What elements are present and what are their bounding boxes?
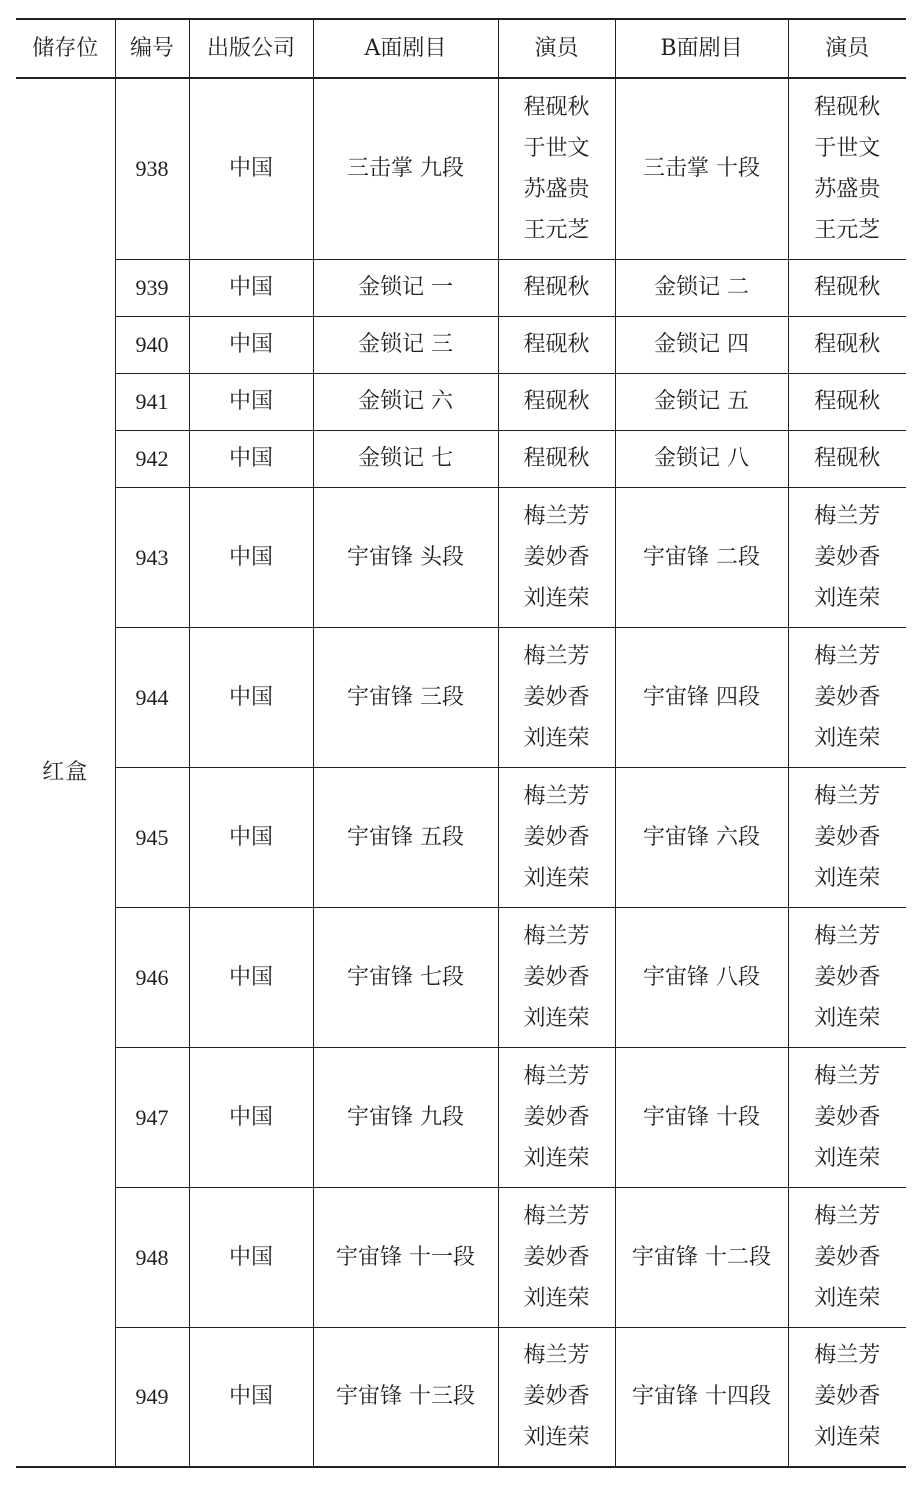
record-number-cell: 938 (115, 78, 189, 259)
table-header (16, 19, 906, 78)
table-row (16, 78, 906, 259)
side-a-actors-cell (498, 1327, 615, 1467)
side-b-actors-cell (788, 767, 906, 907)
actor-name: 程砚秋 (523, 275, 590, 300)
side-b-actors-cell (788, 259, 906, 316)
actor-name: 姜妙香 (523, 824, 590, 850)
side-a-actors-cell (498, 767, 615, 907)
actor-name: 程砚秋 (814, 275, 881, 300)
header-side-a: A面剧目 (313, 19, 498, 78)
actor-name: 梅兰芳 (814, 1063, 881, 1089)
actor-name: 姜妙香 (523, 684, 590, 710)
table-row (16, 907, 906, 1047)
side-a-actors-cell (498, 627, 615, 767)
publisher-cell: 中国 (189, 627, 313, 767)
actor-name: 刘连荣 (523, 725, 590, 751)
actor-name: 姜妙香 (814, 824, 881, 850)
table-row (16, 1327, 906, 1467)
record-number-cell: 945 (115, 767, 189, 907)
table-row (16, 430, 906, 487)
record-number-cell: 944 (115, 627, 189, 767)
side-b-actors-cell (788, 1327, 906, 1467)
publisher-cell: 中国 (189, 907, 313, 1047)
actor-name: 梅兰芳 (523, 503, 590, 529)
actor-name: 梅兰芳 (523, 923, 590, 949)
actor-name: 刘连荣 (523, 1005, 590, 1031)
actor-name: 刘连荣 (814, 725, 881, 751)
side-b-title-cell: 金锁记 二 (615, 259, 788, 316)
actor-name: 刘连荣 (523, 865, 590, 891)
actor-name: 程砚秋 (814, 446, 881, 471)
side-b-title-cell: 三击掌 十段 (615, 78, 788, 259)
side-b-title-cell: 金锁记 八 (615, 430, 788, 487)
actor-name: 梅兰芳 (814, 783, 881, 809)
record-number-cell: 949 (115, 1327, 189, 1467)
actor-name: 于世文 (814, 135, 881, 161)
record-catalog-table (16, 18, 906, 1468)
header-actors-a: 演员 (498, 19, 615, 78)
side-a-title-cell: 金锁记 七 (313, 430, 498, 487)
publisher-cell: 中国 (189, 487, 313, 627)
actor-name: 刘连荣 (523, 1425, 590, 1451)
table-body (16, 78, 906, 1467)
side-a-title-cell: 宇宙锋 十一段 (313, 1187, 498, 1327)
side-a-title-cell: 宇宙锋 九段 (313, 1047, 498, 1187)
table-row (16, 1047, 906, 1187)
side-b-actors-cell (788, 1047, 906, 1187)
side-b-actors-cell (788, 487, 906, 627)
side-b-title-cell: 宇宙锋 十四段 (615, 1327, 788, 1467)
actor-name: 刘连荣 (523, 1145, 590, 1171)
side-a-title-cell: 金锁记 三 (313, 316, 498, 373)
actor-name: 程砚秋 (523, 94, 590, 120)
actor-name: 姜妙香 (814, 684, 881, 710)
table-row (16, 316, 906, 373)
actor-name: 程砚秋 (523, 389, 590, 414)
side-a-actors-cell (498, 1187, 615, 1327)
side-a-actors-cell (498, 259, 615, 316)
side-a-actors-cell (498, 430, 615, 487)
side-b-title-cell: 宇宙锋 八段 (615, 907, 788, 1047)
side-b-actors-cell (788, 78, 906, 259)
header-storage: 储存位 (16, 19, 115, 78)
header-side-b: B面剧目 (615, 19, 788, 78)
side-a-actors-cell (498, 487, 615, 627)
side-b-actors-cell (788, 316, 906, 373)
side-a-actors-cell (498, 316, 615, 373)
actor-name: 刘连荣 (814, 1285, 881, 1311)
actor-name: 苏盛贵 (523, 176, 590, 202)
actor-name: 王元芝 (523, 217, 590, 243)
actor-name: 王元芝 (814, 217, 881, 243)
side-b-title-cell: 金锁记 五 (615, 373, 788, 430)
storage-location-cell: 红盒 (16, 78, 115, 1467)
table-row (16, 259, 906, 316)
actor-name: 梅兰芳 (523, 1063, 590, 1089)
actor-name: 姜妙香 (814, 964, 881, 990)
publisher-cell: 中国 (189, 1327, 313, 1467)
table-row (16, 767, 906, 907)
record-number-cell: 948 (115, 1187, 189, 1327)
actor-name: 刘连荣 (814, 1145, 881, 1171)
table-row (16, 487, 906, 627)
side-b-actors-cell (788, 907, 906, 1047)
side-a-title-cell: 宇宙锋 七段 (313, 907, 498, 1047)
publisher-cell: 中国 (189, 373, 313, 430)
side-b-actors-cell (788, 627, 906, 767)
header-actors-b: 演员 (788, 19, 906, 78)
record-number-cell: 943 (115, 487, 189, 627)
publisher-cell: 中国 (189, 1187, 313, 1327)
record-number-cell: 940 (115, 316, 189, 373)
actor-name: 梅兰芳 (523, 643, 590, 669)
actor-name: 苏盛贵 (814, 176, 881, 202)
actor-name: 姜妙香 (523, 1104, 590, 1130)
side-a-title-cell: 三击掌 九段 (313, 78, 498, 259)
side-a-title-cell: 宇宙锋 头段 (313, 487, 498, 627)
side-a-title-cell: 宇宙锋 三段 (313, 627, 498, 767)
side-b-title-cell: 宇宙锋 十二段 (615, 1187, 788, 1327)
record-number-cell: 947 (115, 1047, 189, 1187)
side-b-title-cell: 宇宙锋 六段 (615, 767, 788, 907)
actor-name: 姜妙香 (814, 544, 881, 570)
actor-name: 梅兰芳 (814, 1203, 881, 1229)
side-b-title-cell: 宇宙锋 二段 (615, 487, 788, 627)
actor-name: 姜妙香 (814, 1104, 881, 1130)
side-a-title-cell: 宇宙锋 十三段 (313, 1327, 498, 1467)
publisher-cell: 中国 (189, 316, 313, 373)
side-a-actors-cell (498, 373, 615, 430)
side-b-title-cell: 宇宙锋 四段 (615, 627, 788, 767)
side-b-title-cell: 宇宙锋 十段 (615, 1047, 788, 1187)
actor-name: 姜妙香 (814, 1384, 881, 1410)
record-number-cell: 942 (115, 430, 189, 487)
actor-name: 刘连荣 (523, 1285, 590, 1311)
publisher-cell: 中国 (189, 767, 313, 907)
table-row (16, 1187, 906, 1327)
actor-name: 程砚秋 (523, 446, 590, 471)
record-number-cell: 941 (115, 373, 189, 430)
actor-name: 姜妙香 (523, 1384, 590, 1410)
side-a-title-cell: 宇宙锋 五段 (313, 767, 498, 907)
side-b-actors-cell (788, 430, 906, 487)
publisher-cell: 中国 (189, 1047, 313, 1187)
actor-name: 刘连荣 (814, 1005, 881, 1031)
side-b-title-cell: 金锁记 四 (615, 316, 788, 373)
actor-name: 梅兰芳 (523, 1203, 590, 1229)
actor-name: 梅兰芳 (814, 643, 881, 669)
actor-name: 刘连荣 (814, 1425, 881, 1451)
header-number: 编号 (115, 19, 189, 78)
record-number-cell: 946 (115, 907, 189, 1047)
actor-name: 于世文 (523, 135, 590, 161)
side-b-actors-cell (788, 1187, 906, 1327)
actor-name: 梅兰芳 (814, 1343, 881, 1369)
actor-name: 姜妙香 (523, 544, 590, 570)
actor-name: 刘连荣 (814, 585, 881, 611)
record-number-cell: 939 (115, 259, 189, 316)
table-row (16, 373, 906, 430)
actor-name: 刘连荣 (523, 585, 590, 611)
actor-name: 刘连荣 (814, 865, 881, 891)
actor-name: 程砚秋 (814, 389, 881, 414)
publisher-cell: 中国 (189, 259, 313, 316)
actor-name: 姜妙香 (814, 1244, 881, 1270)
actor-name: 梅兰芳 (523, 783, 590, 809)
side-a-actors-cell (498, 1047, 615, 1187)
actor-name: 梅兰芳 (523, 1343, 590, 1369)
side-a-actors-cell (498, 78, 615, 259)
header-row (16, 19, 906, 78)
actor-name: 梅兰芳 (814, 923, 881, 949)
side-a-actors-cell (498, 907, 615, 1047)
actor-name: 程砚秋 (523, 332, 590, 357)
actor-name: 程砚秋 (814, 94, 881, 120)
side-b-actors-cell (788, 373, 906, 430)
actor-name: 姜妙香 (523, 964, 590, 990)
side-a-title-cell: 金锁记 六 (313, 373, 498, 430)
publisher-cell: 中国 (189, 430, 313, 487)
table-row (16, 627, 906, 767)
side-a-title-cell: 金锁记 一 (313, 259, 498, 316)
header-publisher: 出版公司 (189, 19, 313, 78)
actor-name: 姜妙香 (523, 1244, 590, 1270)
actor-name: 梅兰芳 (814, 503, 881, 529)
publisher-cell: 中国 (189, 78, 313, 259)
actor-name: 程砚秋 (814, 332, 881, 357)
